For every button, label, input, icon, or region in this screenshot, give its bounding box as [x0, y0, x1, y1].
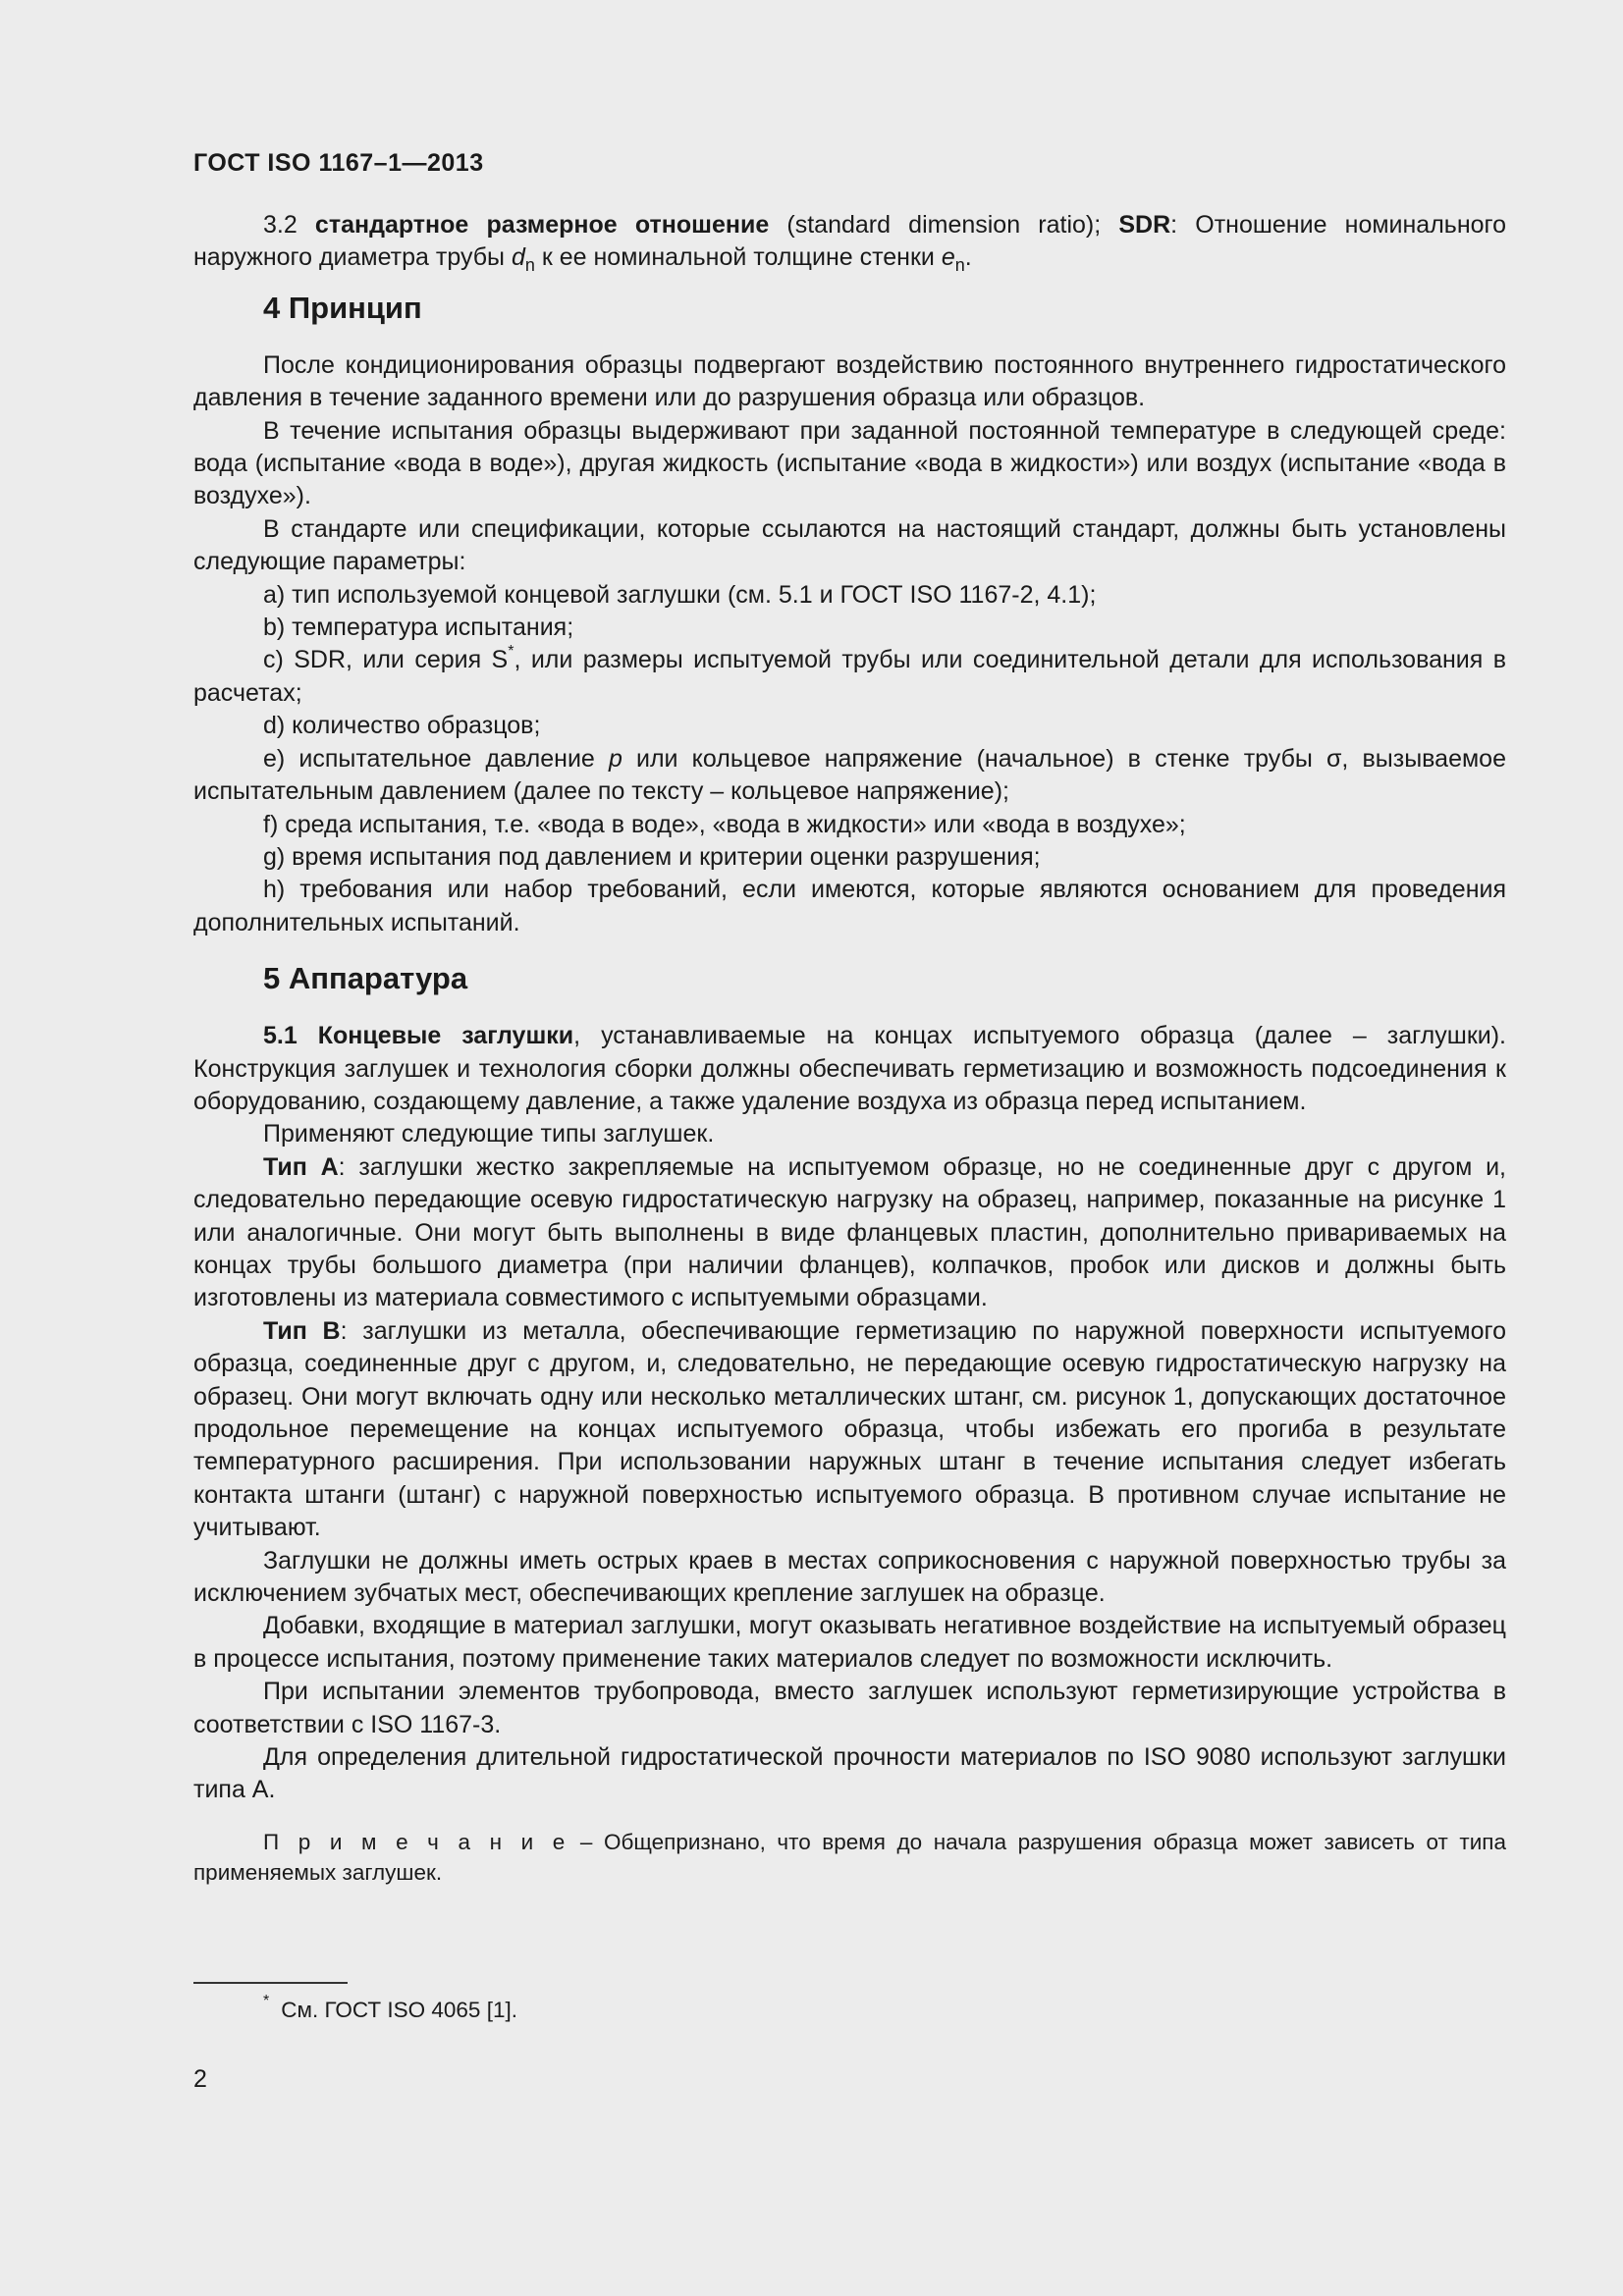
paragraph: В течение испытания образцы выдерживают при заданной постоянной температуре в следующей среде: вода (испытание «вода в воде»), другая жидкость (испытание «вода в жидкости») или воздух (испытание «вода в воздухе»).: [193, 416, 1506, 510]
paragraph: Для определения длительной гидростатической прочности материалов по ISO 9080 используют заглушки типа А.: [193, 1743, 1506, 1804]
footnote-ref: *: [508, 643, 514, 661]
list-item-e: e) испытательное давление p или кольцевое напряжение (начальное) в стенке трубы σ, вызываемое испытательным давлением (далее по тексту – кольцевое напряжение);: [193, 744, 1506, 806]
note-label: П р и м е ч а н и е: [263, 1829, 569, 1854]
footnote: * См. ГОСТ ISO 4065 [1].: [263, 1993, 517, 2022]
paragraph-type-b: Тип В: заглушки из металла, обеспечивающие герметизацию по наружной поверхности испытуемого образца, соединенные друг с другом, и, следовательно, не передающие осевую гидростатическую нагрузку на образец. Они могут включать одну или несколько металлических штанг, см. рисунок 1, допускающих достаточное продольное перемещение на концах испытуемого образца, чтобы избежать его прогиба в результате температурного расширения. При использовании наружных штанг в течение испытания следует избегать контакта штанги (штанг) с наружной поверхностью испытуемого образца. В противном случае испытание не учитывают.: [193, 1316, 1506, 1542]
list-item-g: g) время испытания под давлением и критерии оценки разрушения;: [263, 842, 1041, 871]
paragraph: Добавки, входящие в материал заглушки, могут оказывать негативное воздействие на испытуемый образец в процессе испытания, поэтому применение таких материалов следует по возможности исключить.: [193, 1612, 1506, 1673]
paragraph: Заглушки не должны иметь острых краев в местах соприкосновения с наружной поверхностью трубы за исключением зубчатых мест, обеспечивающих крепление заглушек на образце.: [193, 1546, 1506, 1608]
list-item-h: h) требования или набор требований, если имеются, которые являются основанием для проведения дополнительных испытаний.: [193, 876, 1506, 936]
paragraph-type-a: Тип А: заглушки жестко закрепляемые на испытуемом образце, но не соединенные друг с другом и, следовательно передающие осевую гидростатическую нагрузку на образец, например, показанные на рисунке 1 или аналогичные. Они могут быть выполнены в виде фланцевых пластин, дополнительно привариваемых на концах трубы большого диаметра (при наличии фланцев), колпачков, пробок или дисков и должны быть изготовлены из материала совместимого с испытуемыми образцами.: [193, 1152, 1506, 1312]
footnote-divider: [193, 1982, 348, 1984]
list-item-a: a) тип используемой концевой заглушки (см. 5.1 и ГОСТ ISO 1167-2, 4.1);: [263, 580, 1097, 609]
paragraph: После кондиционирования образцы подвергают воздействию постоянного внутреннего гидростатического давления в течение заданного времени или до разрушения образца или образцов.: [193, 350, 1506, 412]
paragraph-5-1: 5.1 Концевые заглушки, устанавливаемые на концах испытуемого образца (далее – заглушки). Конструкция заглушек и технология сборки должны обеспечивать герметизацию и возможность подсоединения к оборудованию, создающему давление, а также удаление воздуха из образца перед испытанием.: [193, 1022, 1506, 1115]
list-item-d: d) количество образцов;: [263, 712, 541, 740]
document-header: ГОСТ ISO 1167–1—2013: [193, 149, 484, 177]
definition-3-2: 3.2 стандартное размерное отношение (standard dimension ratio); SDR: Отношение номинального наружного диаметра трубы $d_n$ к ее номинальной толщине стенки $e_n$.: [193, 211, 1507, 276]
paragraph: При испытании элементов трубопровода, вместо заглушек используют герметизирующие устройства в соответствии с ISO 1167-3.: [193, 1678, 1506, 1738]
list-item-b: b) температура испытания;: [263, 614, 574, 642]
abbr-bold: SDR: [1118, 211, 1171, 239]
section-5-heading: 5 Аппаратура: [263, 961, 468, 996]
page-content: [193, 209, 1506, 1888]
page-number: 2: [193, 2065, 207, 2093]
list-item-c: c) SDR, или серия S*, или размеры испытуемой трубы или соединительной детали для использования в расчетах;: [193, 643, 1506, 707]
paragraph: В стандарте или спецификации, которые ссылаются на настоящий стандарт, должны быть установлены следующие параметры:: [193, 514, 1506, 576]
note: П р и м е ч а н и е – Общепризнано, что время до начала разрушения образца может зависеть от типа применяемых заглушек.: [193, 1829, 1506, 1885]
paragraph: Применяют следующие типы заглушек.: [263, 1120, 715, 1148]
list-item-f: f) среда испытания, т.е. «вода в воде», «вода в жидкости» или «вода в воздухе»;: [263, 810, 1186, 838]
footnote-mark: *: [263, 1993, 270, 2009]
section-4-heading: 4 Принцип: [263, 290, 422, 325]
term-bold: стандартное размерное отношение: [314, 211, 770, 239]
